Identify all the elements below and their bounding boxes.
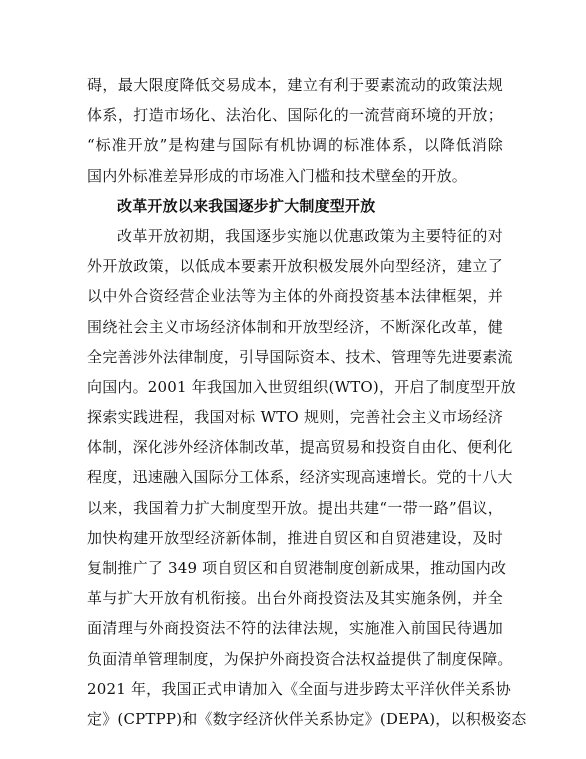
text-line: 以来，我国着力扩大制度型开放。提出共建“一带一路”倡议，: [87, 498, 503, 517]
text-line: “标准开放”是构建与国际有机协调的标准体系，以降低消除: [87, 136, 503, 155]
text-line: 以中外合资经营企业法等为主体的外商投资基本法律框架，并: [87, 287, 503, 306]
text-line: 革与扩大开放有机衔接。出台外商投资法及其实施条例，并全: [87, 589, 503, 608]
text-line: 改革开放初期，我国逐步实施以优惠政策为主要特征的对: [117, 226, 503, 245]
text-line: 全完善涉外法律制度，引导国际资本、技术、管理等先进要素流: [87, 347, 513, 366]
text-line: 复制推广了 349 项自贸区和自贸港制度创新成果，推动国内改: [87, 559, 507, 577]
body-text: [87, 70, 527, 734]
text-line: 体系，打造市场化、法治化、国际化的一流营商环境的开放；: [87, 106, 503, 125]
text-line: 国内外标准差异形成的市场准入门槛和技术壁垒的开放。: [87, 166, 468, 185]
text-line: 向国内。2001 年我国加入世贸组织(WTO)，开启了制度型开放: [87, 377, 516, 396]
section-heading: 改革开放以来我国逐步扩大制度型开放: [117, 196, 376, 215]
text-line: 加快构建开放型经济新体制，推进自贸区和自贸港建设，及时: [87, 528, 503, 547]
text-line: 探索实践进程，我国对标 WTO 规则，完善社会主义市场经济: [87, 408, 503, 427]
paragraph-reform-opening: [87, 221, 527, 734]
text-line: 定》(CPTPP)和《数字经济伙伴关系协定》(DEPA)，以积极姿态: [87, 709, 527, 728]
text-line: 体制，深化涉外经济体制改革，提高贸易和投资自由化、便利化: [87, 438, 513, 457]
text-line: 碍，最大限度降低交易成本，建立有利于要素流动的政策法规: [87, 76, 503, 94]
text-line: 围绕社会主义市场经济体制和开放型经济，不断深化改革，健: [87, 317, 503, 336]
text-line: 程度，迅速融入国际分工体系，经济实现高速增长。党的十八大: [87, 468, 513, 487]
paragraph-continuation: [87, 70, 503, 191]
text-line: 2021 年，我国正式申请加入《全面与进步跨太平洋伙伴关系协: [87, 679, 511, 698]
text-line: 外开放政策，以低成本要素开放积极发展外向型经济，建立了: [87, 257, 503, 276]
text-line: 负面清单管理制度，为保护外商投资合法权益提供了制度保障。: [87, 649, 513, 668]
text-line: 面清理与外商投资法不符的法律法规，实施准入前国民待遇加: [87, 619, 503, 638]
